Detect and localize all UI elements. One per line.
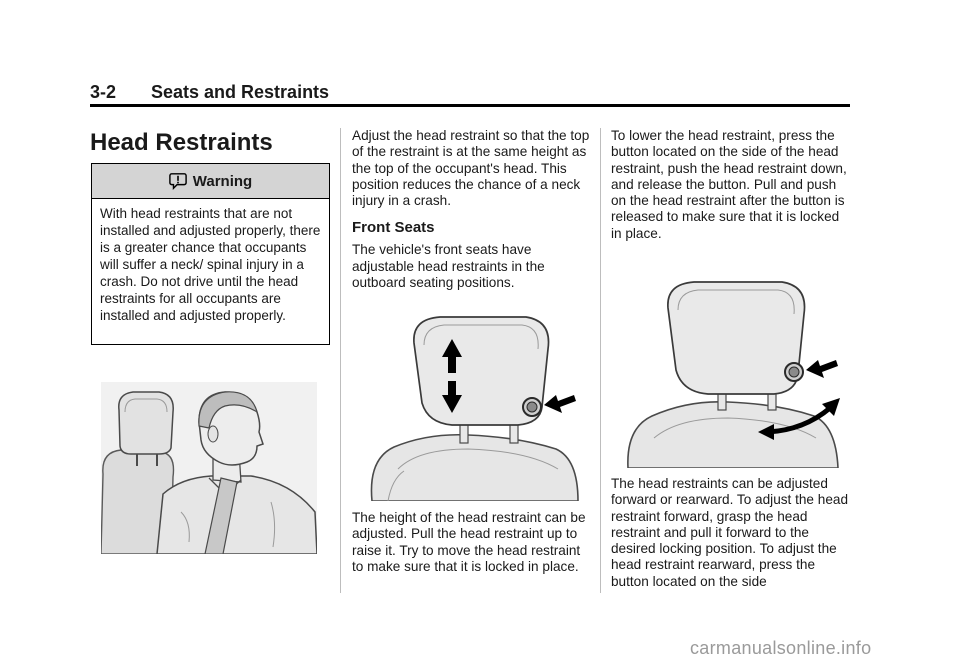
header-rule: [90, 104, 850, 107]
paragraph: The head restraints can be adjusted forward or rearward. To adjust the head restraint forward, grasp the head restraint and pull it forward to the desired locking position. To adjust the head restraint rearward, press the button located on the side: [611, 476, 849, 589]
warning-text: With head restraints that are not installed and adjusted properly, there is a greater chance that occupants will suffer a neck/ spinal injury in a crash. Do not drive until the head restraints for all occupants are installed and adjusted properly.: [100, 206, 321, 323]
warning-title: Warning: [192, 172, 253, 190]
paragraph: Adjust the head restraint so that the top of the restraint is at the same height as the top of the occupant's head. This position reduces the chance of a neck injury in a crash.: [352, 128, 590, 209]
paragraph: The vehicle's front seats have adjustable head restraints in the outboard seating positions.: [352, 242, 545, 291]
page-header: [90, 82, 850, 108]
column-divider: [600, 128, 601, 593]
column-3-lower: [611, 476, 851, 590]
warning-box: [91, 163, 330, 345]
paragraph: The height of the head restraint can be adjusted. Pull the head restraint up to raise it. Try to move the head restraint to make sure that it is locked in place.: [352, 510, 586, 574]
column-divider: [340, 128, 341, 593]
column-1: [90, 128, 330, 158]
watermark: carmanualsonline.info: [690, 638, 872, 658]
paragraph: To lower the head restraint, press the button located on the side of the head restraint, push the head restraint down, and release the button. Pull and push on the head restraint after the button is released to make sure that it is locked in place.: [611, 128, 847, 241]
warning-header: [92, 164, 329, 199]
column-3: [611, 128, 851, 242]
subheading-front-seats: Front Seats: [352, 219, 435, 237]
chapter-title: Seats and Restraints: [151, 82, 330, 102]
warning-speech-icon: [169, 172, 187, 190]
head-restraint-tilt-figure: [618, 278, 846, 468]
column-2: [352, 128, 590, 291]
page-number: 3-2: [90, 82, 117, 102]
head-restraint-height-figure: [358, 309, 584, 501]
section-title: Head Restraints: [90, 129, 273, 156]
column-2-lower: [352, 510, 590, 575]
driver-head-restraint-figure: [101, 382, 317, 554]
